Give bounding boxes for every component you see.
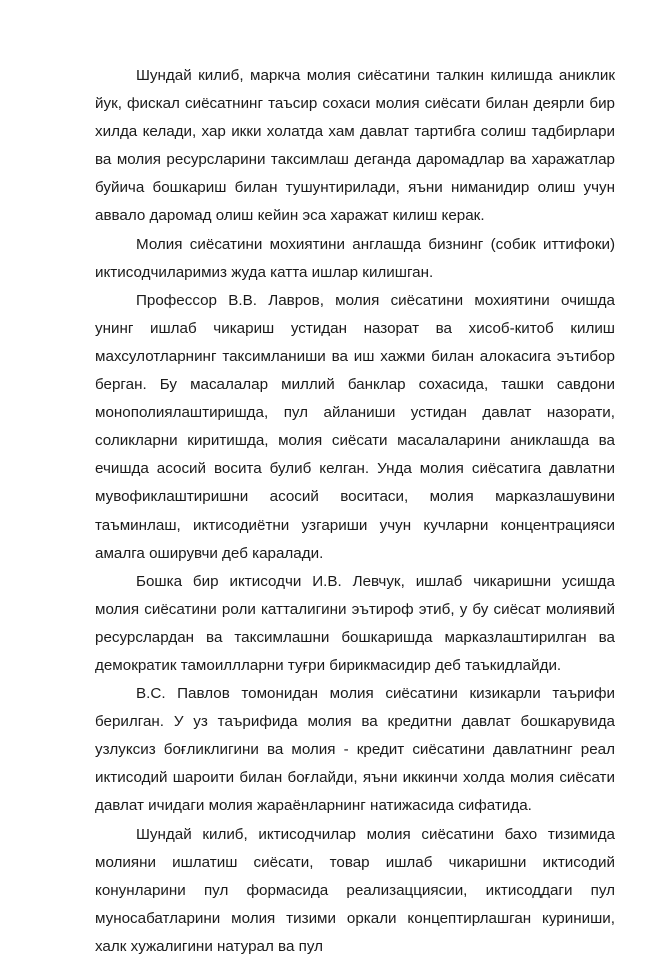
- paragraph-3: Профессор В.В. Лавров, молия сиёсатини мохиятини очишда унинг ишлаб чикариш устидан назорат ва хисоб-китоб килиш махсулотларнинг таксимланиши ва иш хажми билан алокасига эътибор берган. Бу масалалар миллий банклар сохасида, ташки савдони монополиялаштиришда, пул айланиши устидан давлат назорати, соликларни киритишда, молия сиёсати масалаларини аниклашда ва ечишда асосий восита булиб келган. Унда молия сиёсатига давлатни мувофиклаштиришни асосий воситаси, молия марказлашувини таъминлаш, иктисодиётни узгариши учун кучларни концентрацияси амалга оширувчи деб каралади.: [95, 291, 615, 562]
- paragraph-2: Молия сиёсатини мохиятини англашда бизнинг (собик иттифоки) иктисодчиларимиз жуда катта ишлар килишган.: [95, 235, 615, 281]
- paragraph-1: Шундай килиб, маркча молия сиёсатини талкин килишда аниклик йук, фискал сиёсатнинг таъсир сохаси молия сиёсати билан деярли бир хилда келади, хар икки холатда хам давлат тартибга солиш тадбирлари ва молия ресурсларини таксимлаш деганда даромадлар ва харажатлар буйича бошкариш билан тушунтирилади, яъни ниманидир олиш учун аввало даромад олиш кейин эса харажат килиш керак.: [95, 67, 615, 225]
- document-page: [95, 62, 615, 961]
- paragraph-4: Бошка бир иктисодчи И.В. Левчук, ишлаб чикаришни усишда молия сиёсатини роли катталигини эътироф этиб, у бу сиёсат молиявий ресурслардан ва таксимлашни бошкаришда марказлаштирилган ва демократик тамоиллларни туғри бирикмасидир деб таъкидлайди.: [95, 572, 615, 674]
- paragraph-5: В.С. Павлов томонидан молия сиёсатини кизикарли таърифи берилган. У уз таърифида молия ва кредитни давлат бошкарувида узлуксиз боғликлигини ва молия - кредит сиёсатини давлатнинг реал иктисодий шароити билан боғлайди, яъни иккинчи холда молия сиёсати давлат ичидаги молия жараёнларнинг натижасида сифатида.: [95, 685, 615, 815]
- paragraph-6: Шундай килиб, иктисодчилар молия сиёсатини бахо тизимида молияни ишлатиш сиёсати, товар ишлаб чикаришни иктисодий конунларини пул формасида реализацциясии, иктисоддаги пул муносабатларини молия тизими оркали концептирлашган куриниши, халк хужалигини натурал ва пул: [95, 825, 615, 955]
